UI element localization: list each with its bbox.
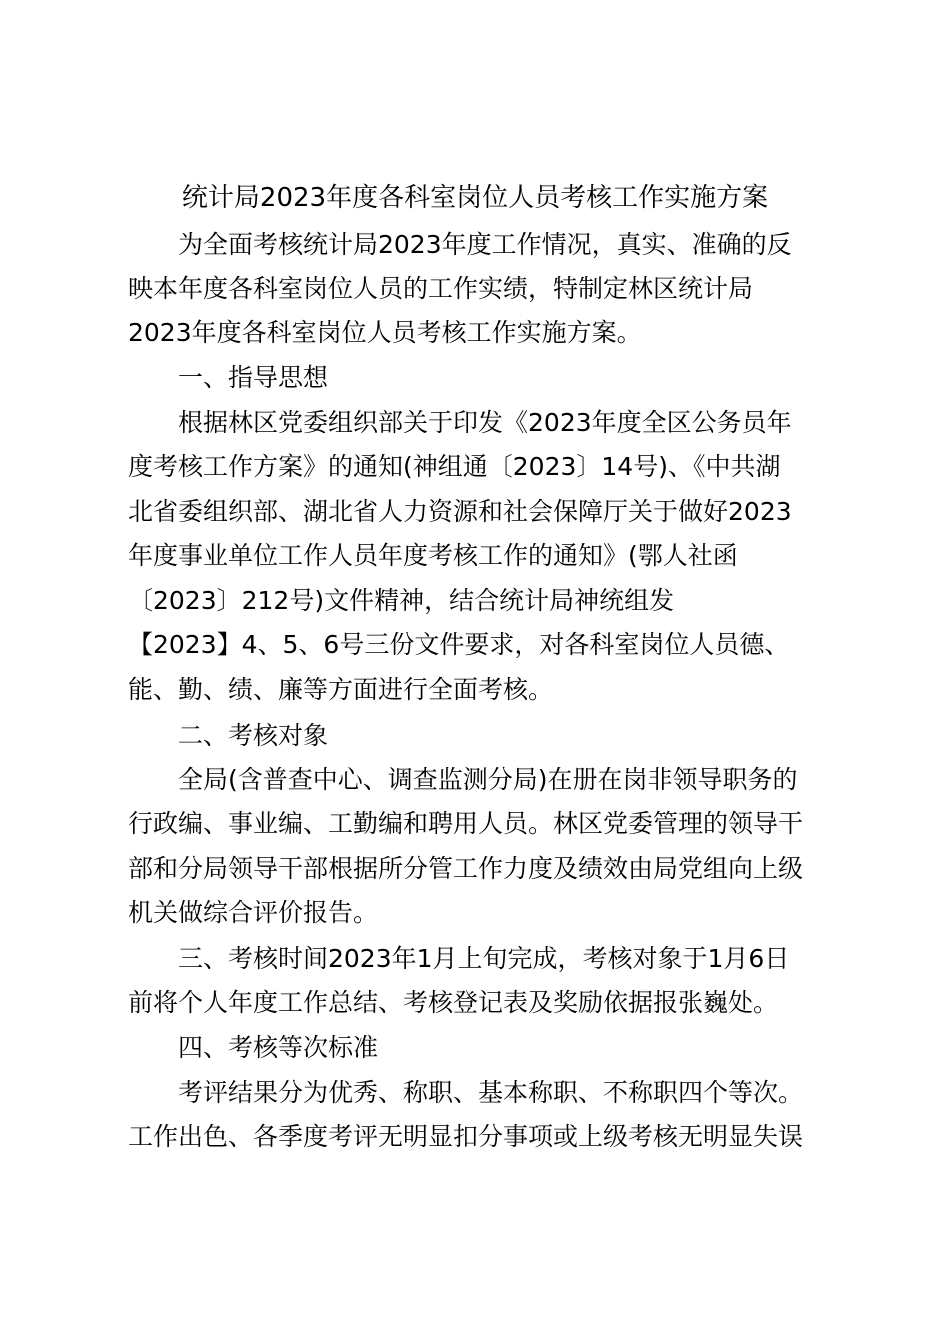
section-heading: 一、指导思想 — [178, 363, 329, 392]
paragraph-line: 全局(含普查中心、调查监测分局)在册在岗非领导职务的 — [178, 765, 798, 794]
document-title: 统计局2023年度各科室岗位人员考核工作实施方案 — [181, 183, 769, 213]
paragraph-line: 年度事业单位工作人员年度考核工作的通知》(鄂人社函 — [128, 541, 738, 570]
paragraph-line: 2023年度各科室岗位人员考核工作实施方案。 — [128, 318, 642, 347]
paragraph-line: 工作出色、各季度考评无明显扣分事项或上级考核无明显失误 — [128, 1122, 804, 1151]
paragraph-line: 为全面考核统计局2023年度工作情况，真实、准确的反 — [178, 230, 792, 259]
paragraph-line: 映本年度各科室岗位人员的工作实绩，特制定林区统计局 — [128, 274, 754, 303]
section-heading: 四、考核等次标准 — [178, 1033, 379, 1062]
paragraph-line: 三、考核时间2023年1月上旬完成，考核对象于1月6日 — [178, 944, 790, 973]
paragraph-line: 部和分局领导干部根据所分管工作力度及绩效由局党组向上级 — [128, 854, 804, 883]
paragraph-line: 能、勤、绩、廉等方面进行全面考核。 — [128, 675, 554, 704]
paragraph-line: 根据林区党委组织部关于印发《2023年度全区公务员年 — [178, 408, 792, 437]
paragraph-line: 考评结果分为优秀、称职、基本称职、不称职四个等次。 — [178, 1078, 804, 1107]
paragraph-line: 〔2023〕212号)文件精神，结合统计局神统组发 — [128, 586, 675, 615]
section-heading: 二、考核对象 — [178, 721, 329, 750]
paragraph-line: 度考核工作方案》的通知(神组通〔2023〕14号)、《中共湖 — [128, 452, 781, 481]
paragraph-line: 【2023】4、5、6号三份文件要求，对各科室岗位人员德、 — [128, 630, 790, 659]
paragraph-line: 前将个人年度工作总结、考核登记表及奖励依据报张巍处。 — [128, 988, 779, 1017]
paragraph-line: 行政编、事业编、工勤编和聘用人员。林区党委管理的领导干 — [128, 809, 804, 838]
paragraph-line: 机关做综合评价报告。 — [128, 898, 379, 927]
paragraph-line: 北省委组织部、湖北省人力资源和社会保障厅关于做好2023 — [128, 497, 792, 526]
